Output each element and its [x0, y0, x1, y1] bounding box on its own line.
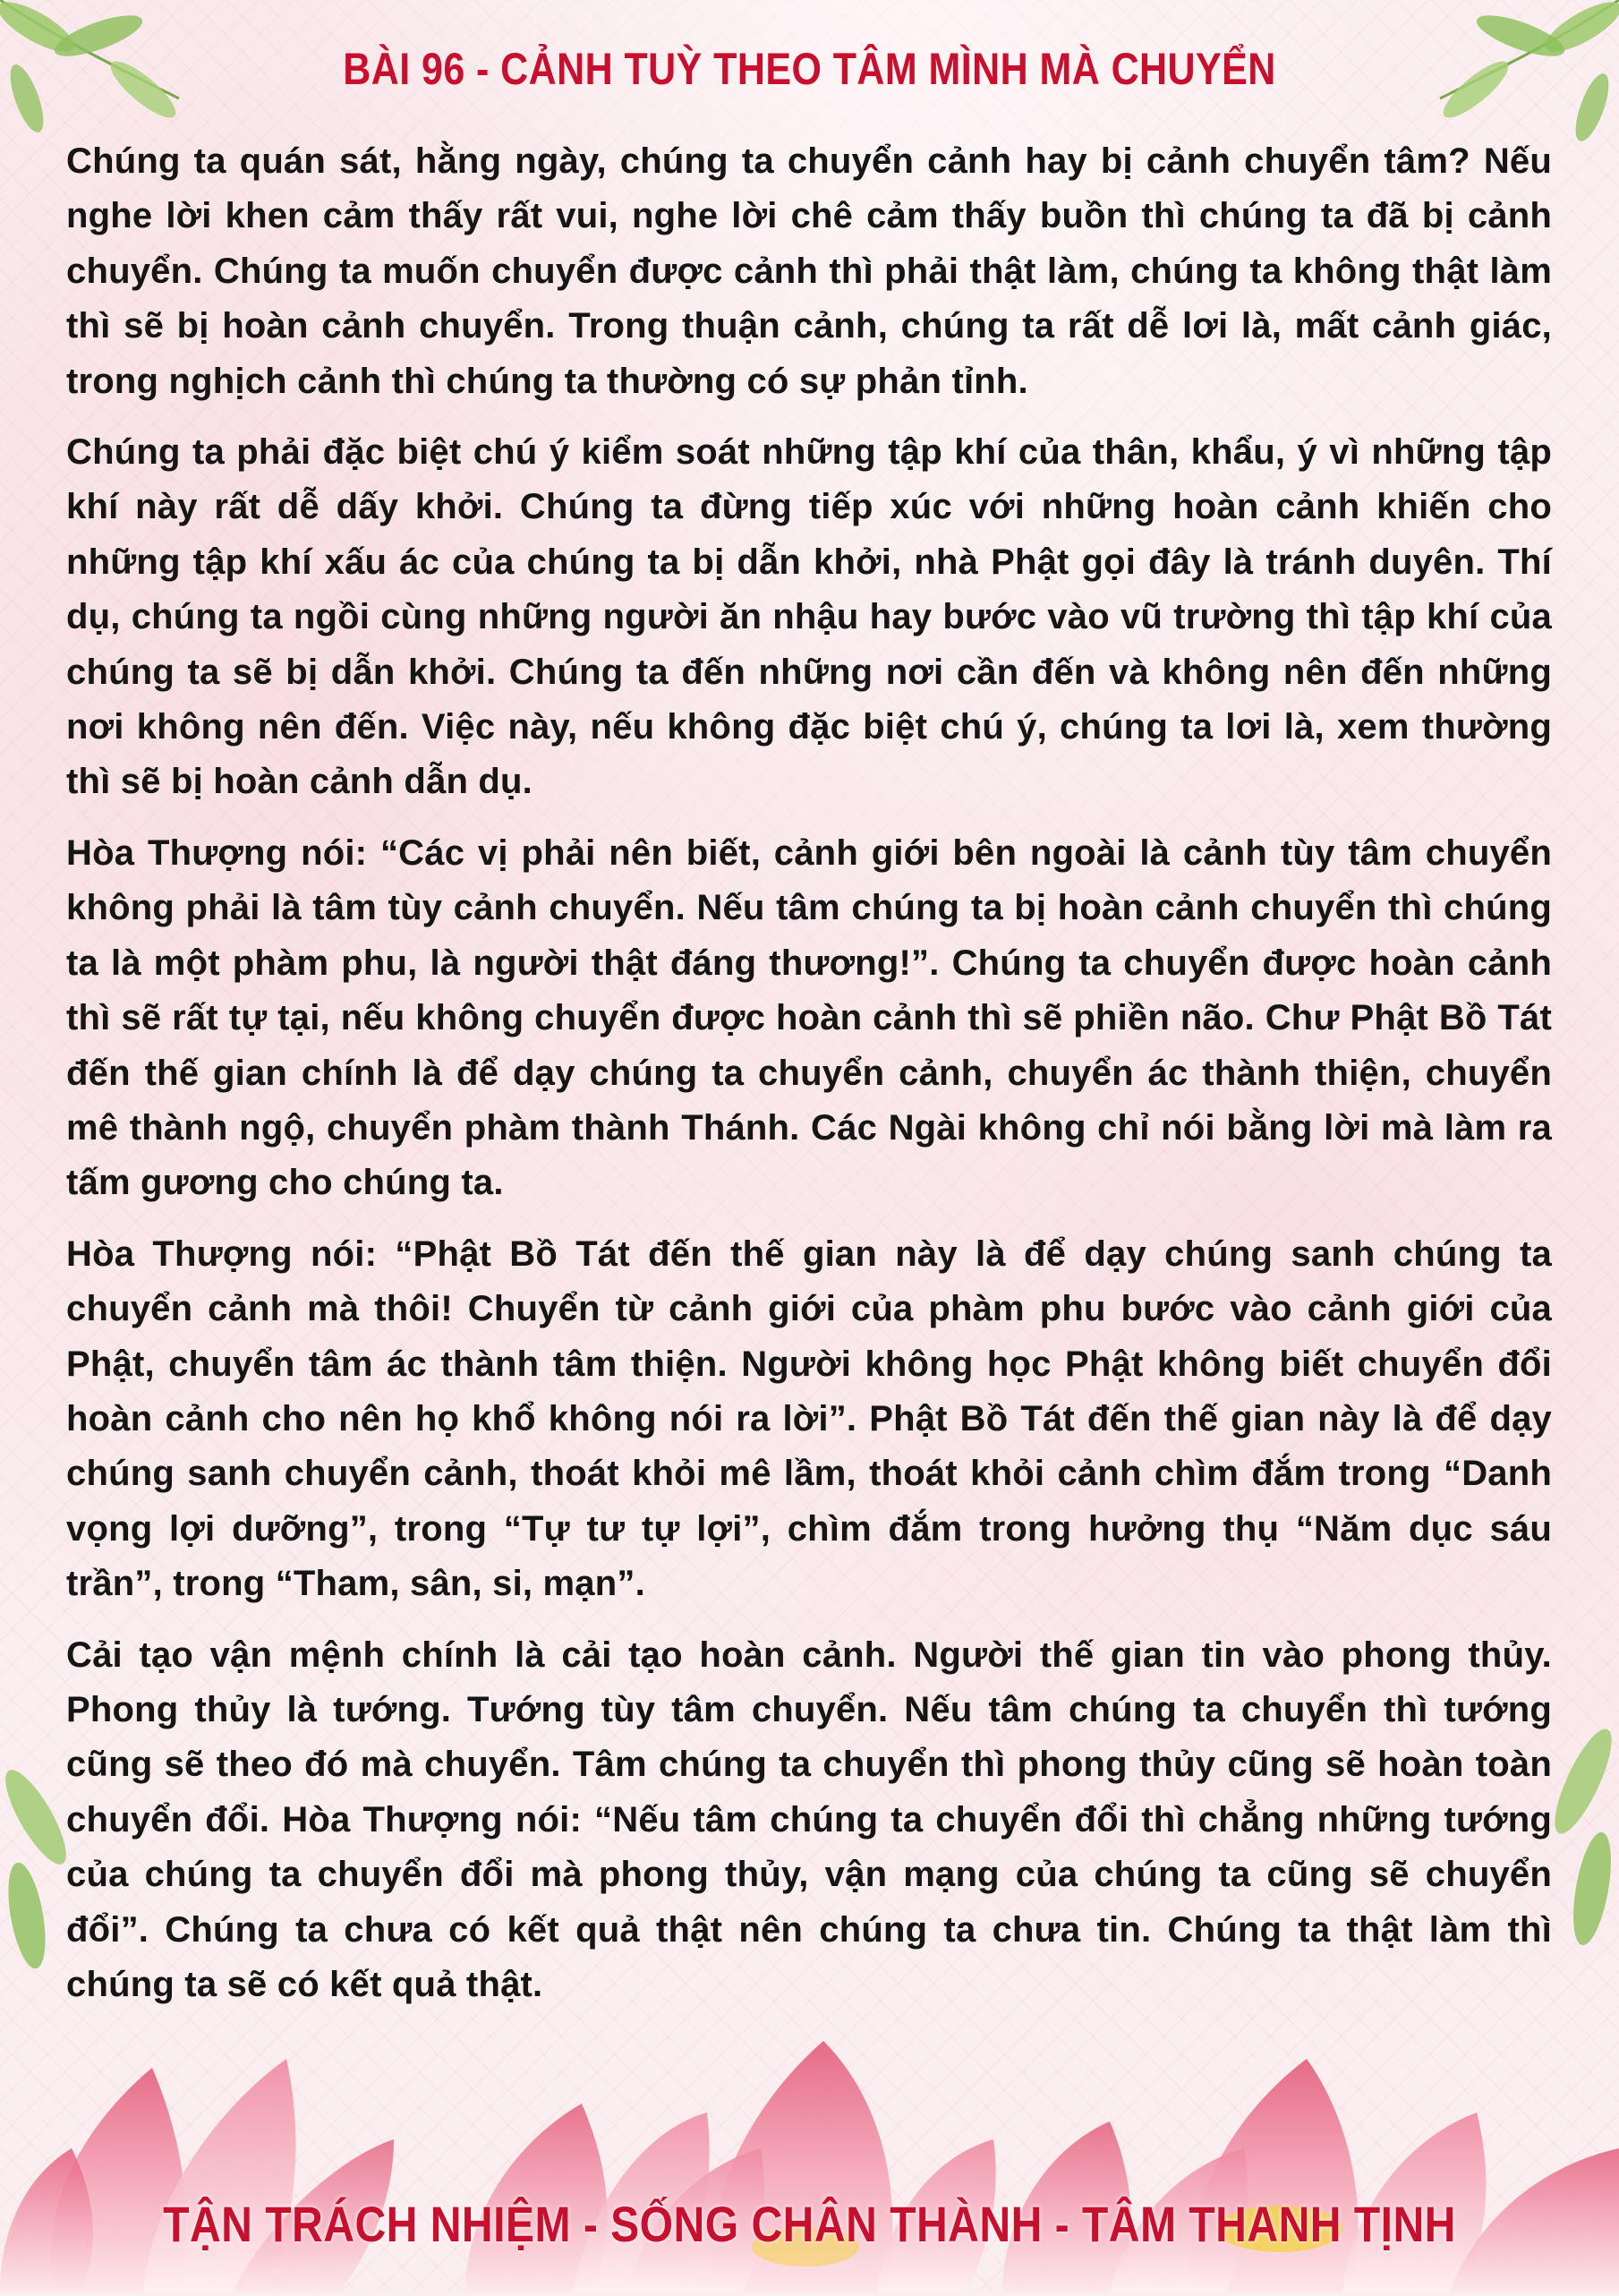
footer-motto: TẬN TRÁCH NHIỆM - SỐNG CHÂN THÀNH - TÂM THANH TỊNH	[163, 2196, 1456, 2252]
paragraph: Cải tạo vận mệnh chính là cải tạo hoàn cảnh. Người thế gian tin vào phong thủy. Phong thủy là tướng. Tướng tùy tâm chuyển. Nếu tâm chúng ta chuyển thì tướng cũng sẽ theo đó mà chuyển. Tâm chúng ta chuyển thì phong thủy cũng sẽ hoàn toàn chuyển đổi. Hòa Thượng nói: “Nếu tâm chúng ta chuyển đổi thì chẳng những tướng của chúng ta chuyển đổi mà phong thủy, vận mạng của chúng ta cũng sẽ chuyển đổi”. Chúng ta chưa có kết quả thật nên chúng ta chưa tin. Chúng ta thật làm thì chúng ta sẽ có kết quả thật.	[66, 1635, 1552, 2004]
article-body	[66, 134, 1552, 2028]
paragraph: Chúng ta phải đặc biệt chú ý kiểm soát những tập khí của thân, khẩu, ý vì những tập khí này rất dễ dấy khởi. Chúng ta đừng tiếp xúc với những hoàn cảnh khiến cho những tập khí xấu ác của chúng ta bị dẫn khởi, nhà Phật gọi đây là tránh duyên. Thí dụ, chúng ta ngồi cùng những người ăn nhậu hay bước vào vũ trường thì tập khí của chúng ta sẽ bị dẫn khởi. Chúng ta đến những nơi cần đến và không nên đến những nơi không nên đến. Việc này, nếu không đặc biệt chú ý, chúng ta lơi là, xem thường thì sẽ bị hoàn cảnh dẫn dụ.	[66, 432, 1552, 802]
page-title: BÀI 96 - CẢNH TUỲ THEO TÂM MÌNH MÀ CHUYỂN	[343, 44, 1276, 94]
paragraph: Hòa Thượng nói: “Các vị phải nên biết, cảnh giới bên ngoài là cảnh tùy tâm chuyển không phải là tâm tùy cảnh chuyển. Nếu tâm chúng ta bị hoàn cảnh chuyển thì chúng ta là một phàm phu, là người thật đáng thương!”. Chúng ta chuyển được hoàn cảnh thì sẽ rất tự tại, nếu không chuyển được hoàn cảnh thì sẽ phiền não. Chư Phật Bồ Tát đến thế gian chính là để dạy chúng ta chuyển cảnh, chuyển ác thành thiện, chuyển mê thành ngộ, chuyển phàm thành Thánh. Các Ngài không chỉ nói bằng lời mà làm ra tấm gương cho chúng ta.	[66, 832, 1552, 1203]
paragraph: Chúng ta quán sát, hằng ngày, chúng ta chuyển cảnh hay bị cảnh chuyển tâm? Nếu nghe lời khen cảm thấy rất vui, nghe lời chê cảm thấy buồn thì chúng ta đã bị cảnh chuyển. Chúng ta muốn chuyển được cảnh thì phải thật làm, chúng ta không thật làm thì sẽ bị hoàn cảnh chuyển. Trong thuận cảnh, chúng ta rất dễ lơi là, mất cảnh giác, trong nghịch cảnh thì chúng ta thường có sự phản tỉnh.	[66, 141, 1552, 401]
paragraph: Hòa Thượng nói: “Phật Bồ Tát đến thế gian này là để dạy chúng sanh chúng ta chuyển cảnh mà thôi! Chuyển từ cảnh giới của phàm phu bước vào cảnh giới của Phật, chuyển tâm ác thành tâm thiện. Người không học Phật không biết chuyển đổi hoàn cảnh cho nên họ khổ không nói ra lời”. Phật Bồ Tát đến thế gian này là để dạy chúng sanh chuyển cảnh, thoát khỏi mê lầm, thoát khỏi cảnh chìm đắm trong “Danh vọng lợi dưỡng”, trong “Tự tư tự lợi”, chìm đắm trong hưởng thụ “Năm dục sáu trần”, trong “Tham, sân, si, mạn”.	[66, 1233, 1552, 1604]
